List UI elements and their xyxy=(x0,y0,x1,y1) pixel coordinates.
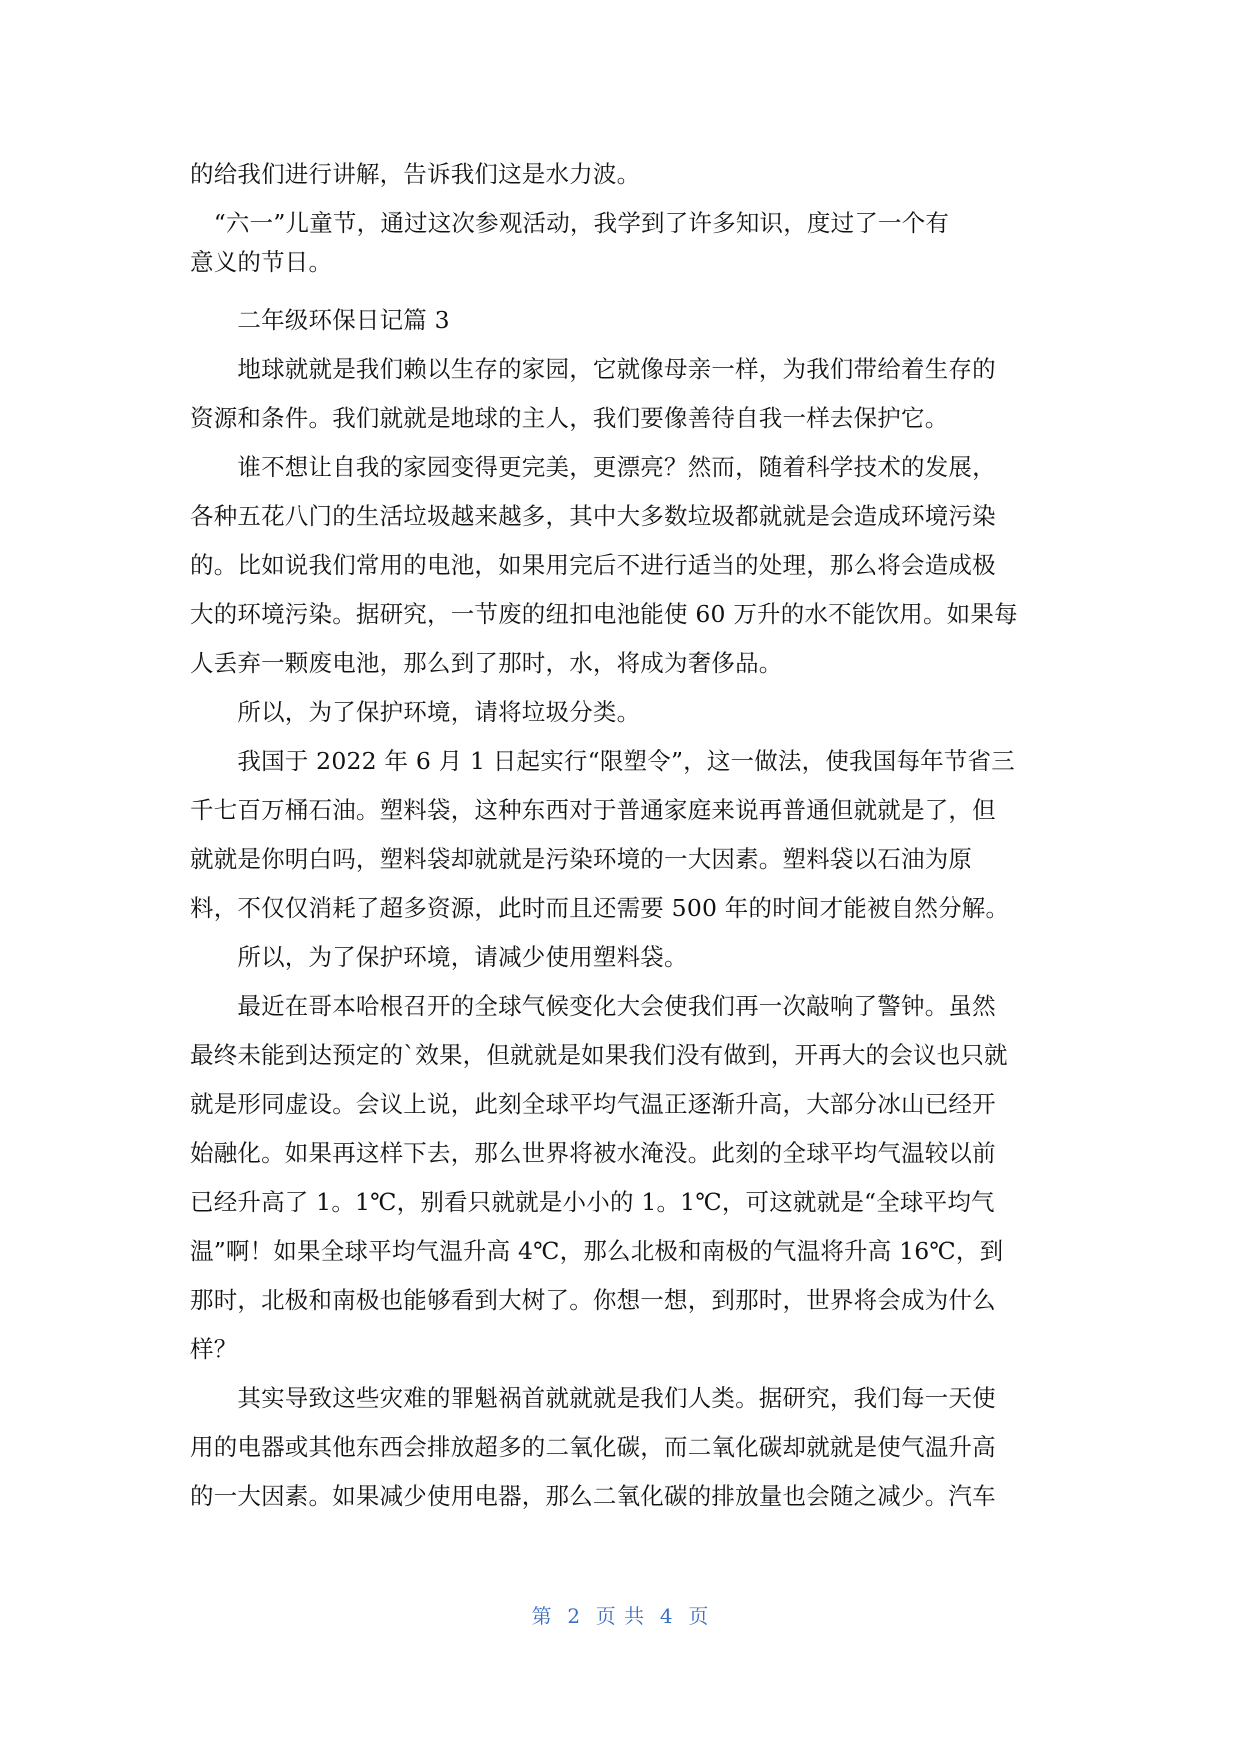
text-line: 已经升高了 1。1℃，别看只就就是小小的 1。1℃，可这就就是“全球平均气 xyxy=(190,1188,995,1216)
text-line: 用的电器或其他东西会排放超多的二氧化碳，而二氧化碳却就就是使气温升高 xyxy=(190,1433,996,1461)
text-line: 的。比如说我们常用的电池，如果用完后不进行适当的处理，那么将会造成极 xyxy=(190,551,996,579)
text-line: 那时，北极和南极也能够看到大树了。你想一想，到那时，世界将会成为什么 xyxy=(190,1286,996,1314)
text-line: 人丢弃一颗废电池，那么到了那时，水，将成为奢侈品。 xyxy=(190,649,783,677)
text-line: 其实导致这些灾难的罪魁祸首就就就是我们人类。据研究，我们每一天使 xyxy=(190,1384,996,1412)
text-line: 始融化。如果再这样下去，那么世界将被水淹没。此刻的全球平均气温较以前 xyxy=(190,1139,996,1167)
text-line: 地球就就是我们赖以生存的家园，它就像母亲一样，为我们带给着生存的 xyxy=(190,355,996,383)
text-line: 就是形同虚设。会议上说，此刻全球平均气温正逐渐升高，大部分冰山已经开 xyxy=(190,1090,996,1118)
text-line: 资源和条件。我们就就是地球的主人，我们要像善待自我一样去保护它。 xyxy=(190,404,949,432)
text-line: 温”啊！如果全球平均气温升高 4℃，那么北极和南极的气温将升高 16℃，到 xyxy=(190,1237,1004,1265)
text-line: 的给我们进行讲解，告诉我们这是水力波。 xyxy=(190,160,641,188)
text-line: 就就是你明白吗，塑料袋却就就是污染环境的一大因素。塑料袋以石油为原 xyxy=(190,845,973,873)
text-line: 最近在哥本哈根召开的全球气候变化大会使我们再一次敲响了警钟。虽然 xyxy=(190,992,996,1020)
text-line: 千七百万桶石油。塑料袋，这种东西对于普通家庭来说再普通但就就是了，但 xyxy=(190,796,996,824)
text-line: 所以，为了保护环境，请减少使用塑料袋。 xyxy=(190,943,688,971)
text-line: 最终未能到达预定的`效果，但就就是如果我们没有做到，开再大的会议也只就 xyxy=(190,1041,1008,1069)
text-line: “六一”儿童节，通过这次参观活动，我学到了许多知识，度过了一个有 xyxy=(190,209,950,237)
text-line: 大的环境污染。据研究，一节废的纽扣电池能使 60 万升的水不能饮用。如果每 xyxy=(190,600,1018,628)
text-line: 意义的节日。 xyxy=(190,248,333,276)
text-line: 我国于 2022 年 6 月 1 日起实行“限塑令”，这一做法，使我国每年节省三 xyxy=(190,747,1015,775)
section-heading: 二年级环保日记篇 3 xyxy=(190,306,450,334)
text-line: 样？ xyxy=(190,1335,238,1363)
text-line: 各种五花八门的生活垃圾越来越多，其中大多数垃圾都就就是会造成环境污染 xyxy=(190,502,996,530)
text-line: 料，不仅仅消耗了超多资源，此时而且还需要 500 年的时间才能被自然分解。 xyxy=(190,894,1010,922)
text-line: 谁不想让自我的家园变得更完美，更漂亮？然而，随着科学技术的发展， xyxy=(190,453,996,481)
text-line: 的一大因素。如果减少使用电器，那么二氧化碳的排放量也会随之减少。汽车 xyxy=(190,1482,996,1510)
page-number-footer: 第 2 页 共 4 页 xyxy=(531,1604,710,1628)
text-line: 所以，为了保护环境，请将垃圾分类。 xyxy=(190,698,641,726)
